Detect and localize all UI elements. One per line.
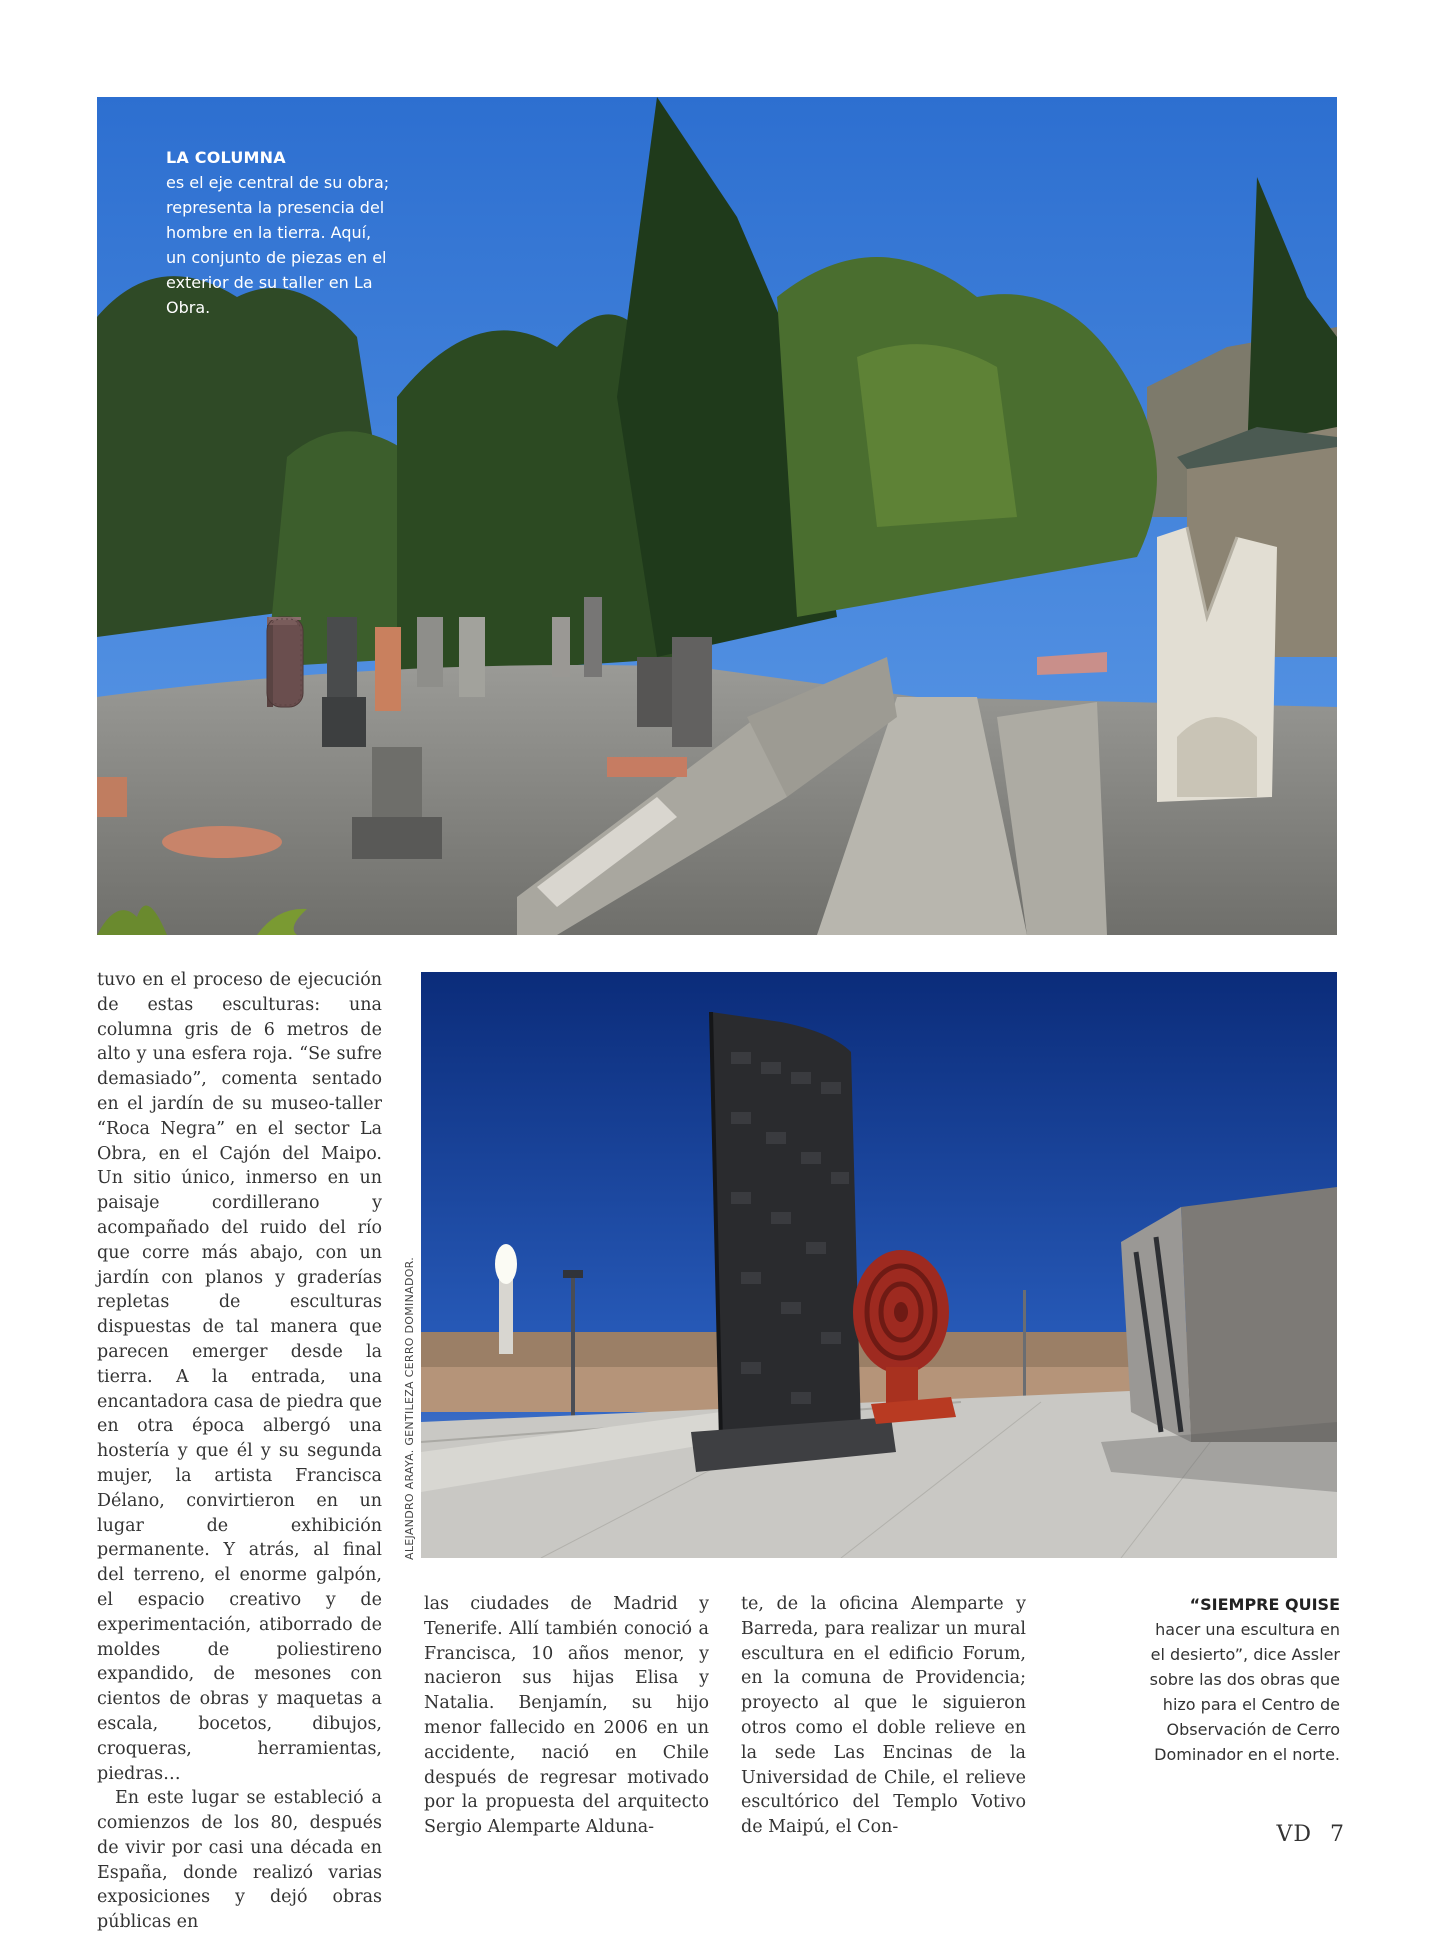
photo-credit: ALEJANDRO ARAYA. GENTILEZA CERRO DOMINADOR. <box>403 1256 416 1560</box>
body-paragraph: En este lugar se estableció a comienzos de los 80, después de vivir por casi una década en España, donde realizó varias exposiciones y dejó obras públicas en <box>97 1788 382 1933</box>
body-paragraph: tuvo en el proceso de ejecución de estas esculturas: una columna gris de 6 metros de alto y una esfera roja. “Se sufre demasiado”, comenta sentado en el jardín de su museo-taller “Roca Negra” en el sector La Obra, en el Cajón del Maipo. Un sitio único, inmerso en un paisaje cordillerano y acompañado del ruido del río que corre más abajo, con un jardín con planos y graderías repletas de esculturas dispuestas de tal manera que parecen emerger desde la tierra. A la entrada, una encantadora casa de piedra que en otra época albergó una hostería y que él y su segunda mujer, la artista Francisca Délano, convirtieron en un lugar de exhibición permanente. Y atrás, al final del terreno, el enorme galpón, el espacio creativo y de experimentación, atiborrado de moldes de poliestireno expandido, de mesones con cientos de obras y maquetas a escala, bocetos, dibujos, croqueras, herramientas, piedras… <box>97 970 382 1784</box>
body-paragraph: las ciudades de Madrid y Tenerife. Allí también conoció a Francisca, 10 años menor, y nacieron sus hijas Elisa y Natalia. Benjamín, su hijo menor fallecido en 2006 en un accidente, nació en Chile después de regresar motivado por la propuesta del arquitecto Sergio Alemparte Alduna- <box>424 1594 709 1838</box>
side-caption-lead: “SIEMPRE QUISE <box>1189 1595 1340 1614</box>
body-column-1 <box>97 968 382 1935</box>
desert-photo-caption <box>1140 1592 1340 1767</box>
body-paragraph: te, de la oficina Alemparte y Barreda, para realizar un mural escultura en el edificio Forum, en la comuna de Providencia; proyecto al que le siguieron otros como el doble relieve en la sede Las Encinas de la Universidad de Chile, el relieve escultórico del Templo Votivo de Maipú, el Con- <box>741 1594 1026 1838</box>
desert-sculptures-photo <box>421 972 1337 1558</box>
top-caption-text: es el eje central de su obra; representa la presencia del hombre en la tierra. Aquí, un conjunto de piezas en el exterior de su taller en La Obra. <box>166 173 390 317</box>
page-folio <box>1276 1822 1344 1847</box>
side-caption-text: hacer una escultura en el desierto”, dice Assler sobre las dos obras que hizo para el Centro de Observación de Cerro Dominador en el norte. <box>1149 1620 1340 1764</box>
top-caption-lead: LA COLUMNA <box>166 148 286 167</box>
body-column-2 <box>424 1592 709 1840</box>
page-number: 7 <box>1330 1822 1344 1847</box>
top-photo-caption <box>166 145 396 320</box>
body-column-3 <box>741 1592 1026 1840</box>
magazine-name: VD <box>1276 1822 1312 1847</box>
